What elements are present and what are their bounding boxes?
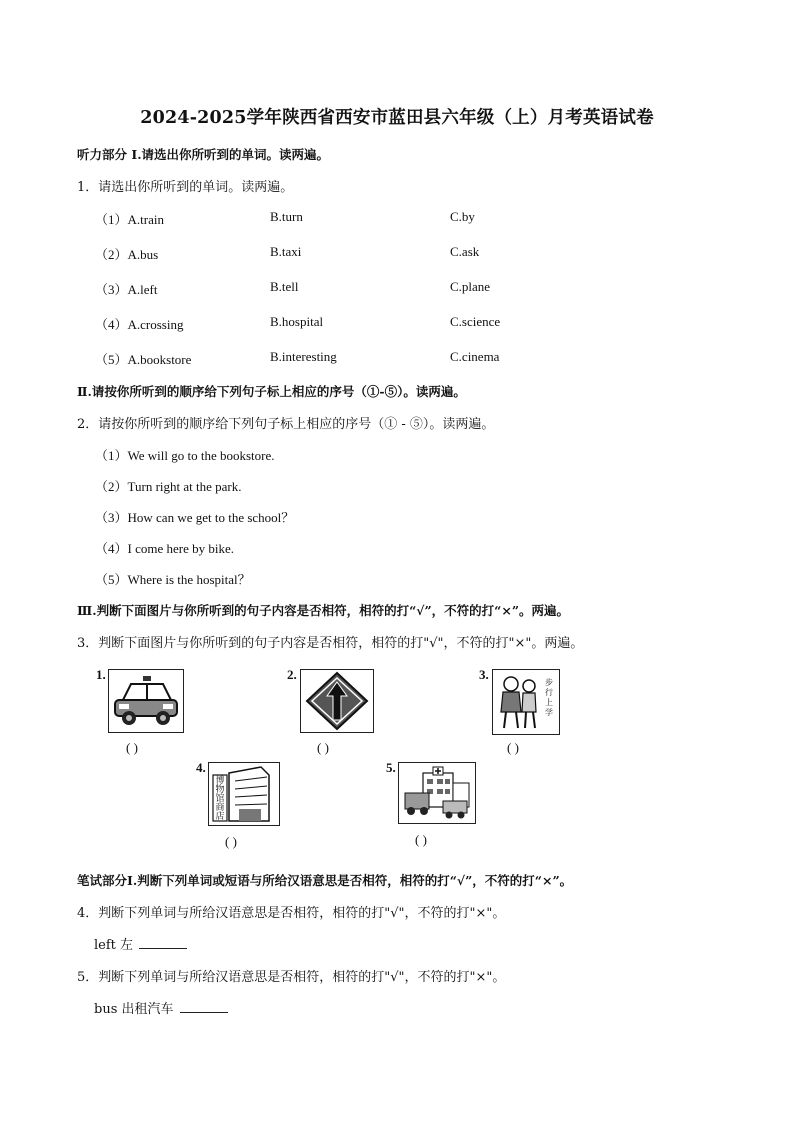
sentence-1: （1）We will go to the bookstore. — [95, 448, 275, 463]
sentence-2: （2）Turn right at the park. — [95, 479, 242, 494]
option-row-4-c: C.science — [450, 314, 501, 329]
figure-4-number: 4. — [196, 760, 206, 775]
question-1-prompt: 1．请选出你所听到的单词。读两遍。 — [77, 180, 294, 195]
option-row-3-c: C.plane — [450, 279, 491, 294]
option-row-4-b: B.hospital — [270, 314, 324, 329]
option-row-5-a: （5）A.bookstore — [95, 352, 192, 367]
section-4-heading: 笔试部分Ⅰ.判断下列单词或短语与所给汉语意思是否相符，相符的打“√”，不符的打“×”。 — [77, 873, 573, 888]
question-5-answer-blank[interactable] — [180, 1000, 228, 1013]
option-row-3-a: （3）A.left — [95, 282, 158, 297]
figure-4-frame — [208, 762, 280, 826]
option-row-3-b: B.tell — [270, 279, 299, 294]
option-row-2-a: （2）A.bus — [95, 247, 159, 262]
sentence-5: （5）Where is the hospital？ — [95, 572, 251, 587]
figure-2-frame — [300, 669, 374, 733]
question-2-prompt: 2．请按你所听到的顺序给下列句子标上相应的序号（① - ⑤）。读两遍。 — [77, 417, 495, 432]
question-4-prompt: 4．判断下列单词与所给汉语意思是否相符，相符的打"√"，不符的打"×"。 — [77, 906, 506, 921]
question-3-prompt: 3．判断下面图片与你所听到的句子内容是否相符，相符的打"√"，不符的打"×"。两遍。 — [77, 636, 584, 651]
figure-1-answer-blank[interactable]: ( ) — [126, 740, 138, 755]
figure-2-answer-blank[interactable]: ( ) — [317, 740, 329, 755]
option-row-1-b: B.turn — [270, 209, 303, 224]
figure-5-answer-blank[interactable]: ( ) — [415, 832, 427, 847]
question-5-word: bus 出租汽车 — [94, 1002, 174, 1017]
option-row-1-c: C.by — [450, 209, 475, 224]
figure-3-answer-blank[interactable]: ( ) — [507, 740, 519, 755]
page-title: 2024-2025学年陕西省西安市蓝田县六年级（上）月考英语试卷 — [140, 108, 654, 128]
figure-3-number: 3. — [479, 667, 489, 682]
hospital-scene-icon — [399, 763, 475, 823]
option-row-1-a: （1）A.train — [95, 212, 164, 227]
section-1-heading: 听力部分 I.请选出你所听到的单词。读两遍。 — [77, 147, 330, 162]
taxi-icon — [109, 670, 183, 732]
section-2-heading: Ⅱ.请按你所听到的顺序给下列句子标上相应的序号（①-⑤）。读两遍。 — [77, 384, 466, 399]
question-4-answer-blank[interactable] — [139, 936, 187, 949]
figure-1-frame — [108, 669, 184, 733]
figure-3-frame — [492, 669, 560, 735]
figure-2-number: 2. — [287, 667, 297, 682]
question-5-item — [94, 998, 228, 1017]
figure-5-frame — [398, 762, 476, 824]
option-row-5-c: C.cinema — [450, 349, 500, 364]
bookstore-sign-text: 博物馆商店 — [215, 776, 225, 822]
question-4-item — [94, 934, 187, 953]
option-row-4-a: （4）A.crossing — [95, 317, 184, 332]
question-4-word: left 左 — [94, 938, 134, 953]
option-row-2-c: C.ask — [450, 244, 480, 259]
figure-5-number: 5. — [386, 760, 396, 775]
section-3-heading: Ⅲ.判断下面图片与你所听到的句子内容是否相符，相符的打“√”，不符的打“×”。两遍。 — [77, 603, 570, 618]
option-row-2-b: B.taxi — [270, 244, 302, 259]
figure-4-answer-blank[interactable]: ( ) — [225, 834, 237, 849]
question-5-prompt: 5．判断下列单词与所给汉语意思是否相符，相符的打"√"，不符的打"×"。 — [77, 970, 506, 985]
go-straight-sign-icon — [301, 670, 373, 732]
option-row-5-b: B.interesting — [270, 349, 337, 364]
sentence-3: （3）How can we get to the school？ — [95, 510, 295, 525]
figure-1-number: 1. — [96, 667, 106, 682]
sentence-4: （4）I come here by bike. — [95, 541, 234, 556]
walking-sign-text: 步行上学 — [545, 678, 553, 717]
